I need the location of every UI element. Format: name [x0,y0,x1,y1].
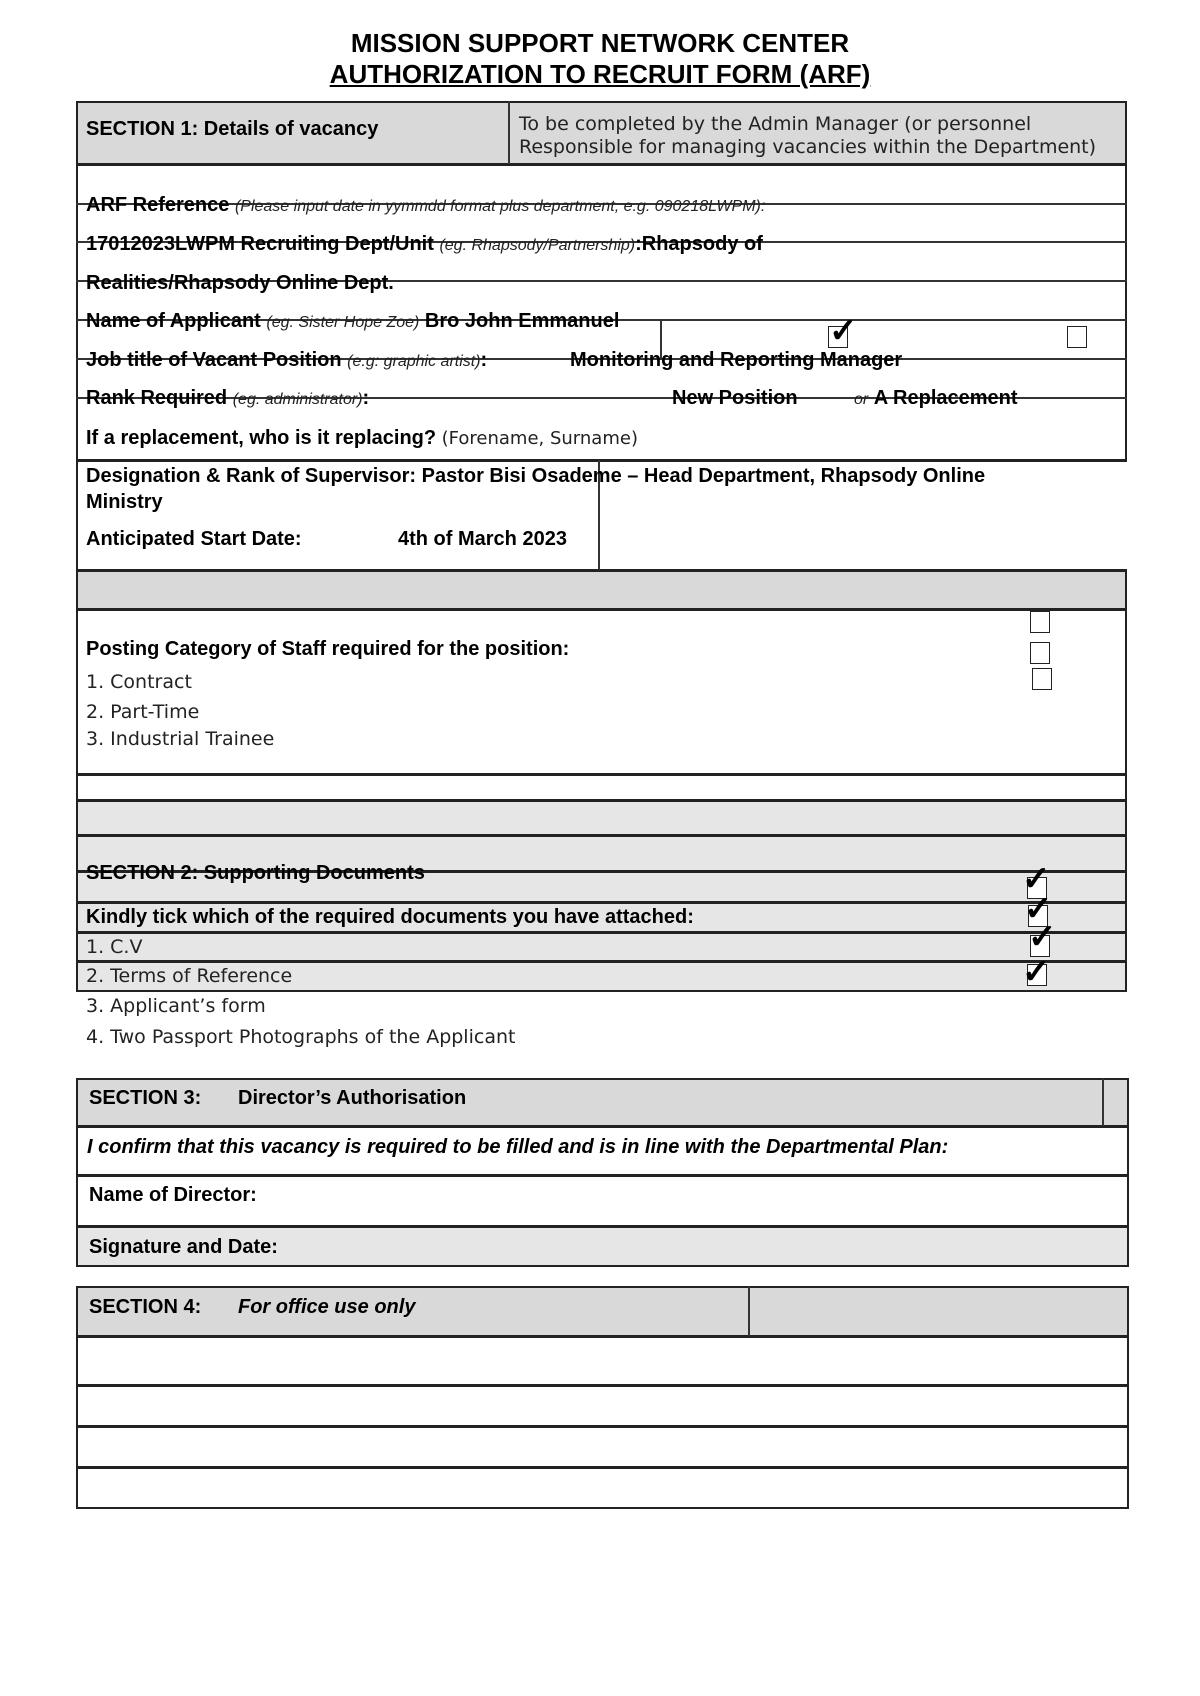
applicant-hint: (eg. Sister Hope Zoe) [266,314,420,331]
blank-row [76,800,1127,836]
section3-title: Director’s Authorisation [238,1087,467,1109]
supervisor-value-cont: Ministry [86,491,163,513]
supervisor-value[interactable]: Designation & Rank of Supervisor: Pastor Bisi Osademe – Head Department, Rhapsody Online [86,465,986,487]
section1-note: To be completed by the Admin Manager (or personnel Responsible for managing vacancies within the Department) [519,113,1097,158]
section2-row [76,932,1127,962]
replacing-row [86,427,638,450]
signature-label: Signature and Date: [89,1236,278,1258]
dept-label: Recruiting Dept/Unit [240,233,434,255]
section2-instruction: Kindly tick which of the required documents you have attached: [86,906,694,928]
form-title: AUTHORIZATION TO RECRUIT FORM (ARF) [329,59,871,89]
section4-title: For office use only [238,1296,416,1318]
arf-value[interactable]: 17012023LWPM [86,233,235,255]
rank-hint: (eg. administrator) [232,391,363,408]
office-use-row[interactable] [76,1385,1129,1427]
posting-option-contract: 1. Contract [86,671,192,693]
section4-heading: SECTION 4: [89,1296,202,1318]
job-colon: : [480,349,488,371]
contract-checkbox[interactable] [1030,611,1050,633]
part-time-checkbox[interactable] [1030,642,1050,664]
form-org-title: MISSION SUPPORT NETWORK CENTER [350,28,850,58]
section1-heading: SECTION 1: Details of vacancy [86,118,379,140]
document-applicant-form: 3. Applicant’s form [86,995,266,1017]
industrial-trainee-checkbox[interactable] [1032,668,1052,690]
dept-row [86,233,763,257]
dept-value-cont[interactable]: Realities/Rhapsody Online Dept. [86,272,394,294]
replacing-hint: (Forename, Surname) [441,428,638,449]
document-cv: 1. C.V [86,936,143,958]
divider [748,1286,750,1337]
posting-category-block [76,609,1127,775]
check-icon: ✓ [1022,860,1051,898]
divider [1102,1078,1104,1127]
or-label: or [854,391,869,408]
rank-colon: : [362,387,370,409]
gray-separator [76,570,1127,610]
job-value[interactable]: Monitoring and Reporting Manager [570,349,903,371]
arf-hint: (Please input date in yymmdd format plus department, e.g. 090218LWPM): [234,198,766,215]
rank-label: Rank Required [86,387,228,409]
dept-value[interactable]: :Rhapsody of [635,233,763,255]
director-name-label: Name of Director: [89,1184,257,1206]
applicant-value[interactable]: Bro John Emmanuel [424,310,620,332]
check-icon: ✓ [1024,890,1053,928]
section3-header [76,1078,1129,1127]
replacement-checkbox[interactable] [1067,326,1087,348]
replacing-label: If a replacement, who is it replacing? [86,427,437,449]
section4-header [76,1286,1129,1337]
job-label: Job title of Vacant Position [86,349,342,371]
arf-reference-row [86,194,765,218]
rank-row [86,387,369,411]
applicant-row [86,310,619,334]
start-date-label: Anticipated Start Date: [86,528,302,550]
check-icon: ✓ [829,312,858,350]
divider [508,101,510,165]
posting-label: Posting Category of Staff required for the position: [86,638,570,660]
posting-option-part-time: 2. Part-Time [86,701,200,723]
replacement-option [854,387,1018,411]
section2-heading: SECTION 2: Supporting Documents [86,862,425,884]
dept-hint: (eg. Rhapsody/Partnership) [439,237,636,254]
section3-heading: SECTION 3: [89,1087,202,1109]
posting-option-industrial-trainee: 3. Industrial Trainee [86,728,275,750]
job-hint: (e.g: graphic artist) [347,353,481,370]
check-icon: ✓ [1028,918,1057,956]
start-date-value[interactable]: 4th of March 2023 [398,528,567,550]
office-use-row[interactable] [76,1426,1129,1468]
check-icon: ✓ [1022,953,1051,991]
job-row [86,349,487,373]
arf-label: ARF Reference [86,194,230,216]
office-use-row[interactable] [76,1336,1129,1386]
applicant-label: Name of Applicant [86,310,261,332]
confirm-statement: I confirm that this vacancy is required to be filled and is in line with the Departmental Plan: [87,1136,949,1158]
new-position-label: New Position [672,387,798,409]
replacement-label: A Replacement [873,387,1018,409]
blank-row [76,774,1127,801]
office-use-row[interactable] [76,1467,1129,1509]
document-terms: 2. Terms of Reference [86,965,293,987]
document-photos: 4. Two Passport Photographs of the Applicant [86,1026,516,1048]
